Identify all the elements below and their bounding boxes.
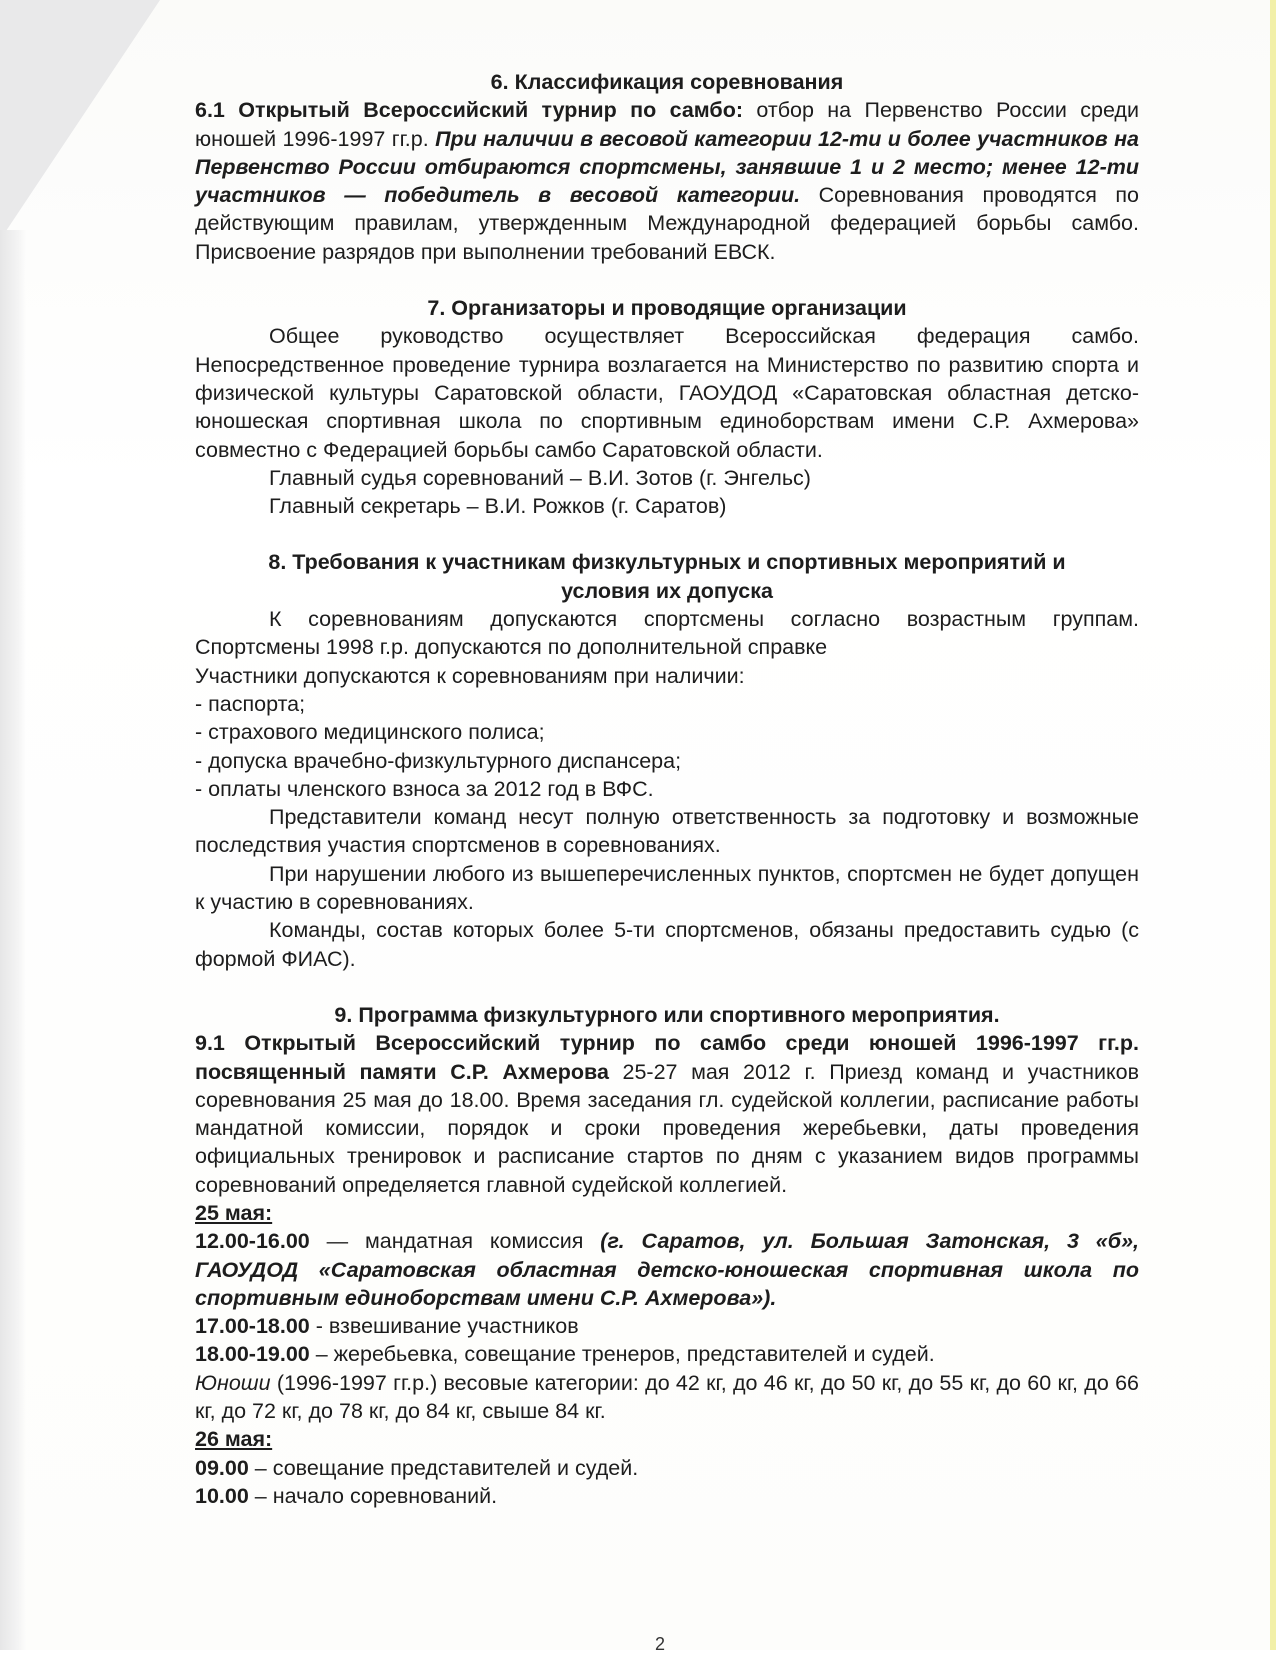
section-6-title: 6. Классификация соревнования <box>490 70 844 94</box>
schedule-item: 09.00 – совещание представителей и судей. <box>195 1455 639 1480</box>
section-6-selection-rule: При наличии в весовой категории 12-ти и более участников на Первенство России отбираются спортсмены, занявшие 1 и 2 место; менее 12-ти участников — победитель в весовой категории. <box>195 126 1140 208</box>
list-item: - страхового медицинского полиса; <box>195 720 545 745</box>
section-8-paragraph-5: Команды, состав которых более 5-ти спортсменов, обязаны предоставить судью (с формой ФИАС). <box>195 918 1139 971</box>
page-number: 2 <box>655 1634 666 1654</box>
section-8-paragraph-2: Участники допускаются к соревнованиям при наличии: <box>195 663 745 688</box>
section-8-title-line-1: 8. Требования к участникам физкультурных и спортивных мероприятий и <box>268 550 1066 575</box>
day-heading-25: 25 мая: <box>195 1200 273 1225</box>
section-8-paragraph-4: При нарушении любого из вышеперечисленных пунктов, спортсмен не будет допущен к участию в соревнованиях. <box>195 861 1139 915</box>
scan-right-edge <box>1270 0 1276 1650</box>
list-item: - паспорта; <box>195 691 306 716</box>
section-8-paragraph-3: Представители команд несут полную ответственность за подготовку и возможные последствия участия спортсменов в соревнованиях. <box>195 805 1139 858</box>
section-6-text-2: Соревнования проводятся по действующим правилам, утвержденным Международной федерацией борьбы самбо. Присвоение разрядов при выполнении требований ЕВСК. <box>195 183 1139 264</box>
scan-fold-shadow <box>0 0 160 240</box>
chief-secretary: Главный секретарь – В.И. Рожков (г. Саратов) <box>269 494 727 519</box>
section-9-text: 25-27 мая 2012 г. Приезд команд и участников соревнования 25 мая до 18.00. Время заседания гл. судейской коллегии, расписание работы мандатной комиссии, порядок и сроки проведения жеребьевки, даты проведения официальных тренировок и расписание стартов по дням с указанием видов программы соревнований определяется главной судейской коллегией. <box>195 1059 1139 1197</box>
section-8-title-line-2: условия их допуска <box>561 578 773 603</box>
schedule-item: 18.00-19.00 – жеребьевка, совещание тренеров, представителей и судей. <box>195 1342 935 1367</box>
section-9-subtitle: 9.1 Открытый Всероссийский турнир по самбо среди юношей 1996-1997 гг.р. посвященный памяти С.Р. Ахмерова <box>195 1031 1139 1084</box>
list-item: - оплаты членского взноса за 2012 год в ВФС. <box>195 776 654 801</box>
list-item: - допуска врачебно-физкультурного диспансера; <box>195 748 682 773</box>
section-6-paragraph <box>195 96 1139 266</box>
document-body <box>195 68 1139 1510</box>
section-7-paragraph: Общее руководство осуществляет Всероссийская федерация самбо. Непосредственное проведение турнира возлагается на Министерство по развитию спорта и физической культуры Саратовской области, ГАОУДОД «Саратовская областная детско-юношеская спортивная школа по спортивным единоборствам имени С.Р. Ахмерова» совместно с Федерацией борьбы самбо Саратовской области. <box>195 324 1139 462</box>
schedule-item: 12.00-16.00 — мандатная комиссия (г. Саратов, ул. Большая Затонская, 3 «б», ГАОУДОД «Саратовская областная детско-юношеская спортивная школа по спортивным единоборствам имени С.Р. Ахмерова»). <box>195 1229 1140 1310</box>
section-9-paragraph <box>195 1029 1139 1199</box>
chief-judge: Главный судья соревнований – В.И. Зотов (г. Энгельс) <box>269 465 811 490</box>
day-heading-26: 26 мая: <box>195 1427 273 1452</box>
weight-categories: Юноши (1996-1997 гг.р.) весовые категории: до 42 кг, до 46 кг, до 50 кг, до 55 кг, до 60 кг, до 66 кг, до 72 кг, до 78 кг, до 84 кг, свыше 84 кг. <box>195 1370 1139 1424</box>
schedule-item: 17.00-18.00 - взвешивание участников <box>195 1314 579 1339</box>
section-8-paragraph-1: К соревнованиям допускаются спортсмены согласно возрастным группам. Спортсмены 1998 г.р. допускаются по дополнительной справке <box>195 607 1139 660</box>
schedule-item: 10.00 – начало соревнований. <box>195 1483 498 1508</box>
section-6-subtitle: 6.1 Открытый Всероссийский турнир по самбо: <box>195 98 743 123</box>
scan-left-edge <box>0 230 26 1650</box>
section-6-text-1: отбор на Первенство России среди юношей 1996-1997 гг.р. <box>195 98 1139 151</box>
section-9-title: 9. Программа физкультурного или спортивного мероприятия. <box>334 1002 1000 1027</box>
section-7-title: 7. Организаторы и проводящие организации <box>427 296 907 321</box>
